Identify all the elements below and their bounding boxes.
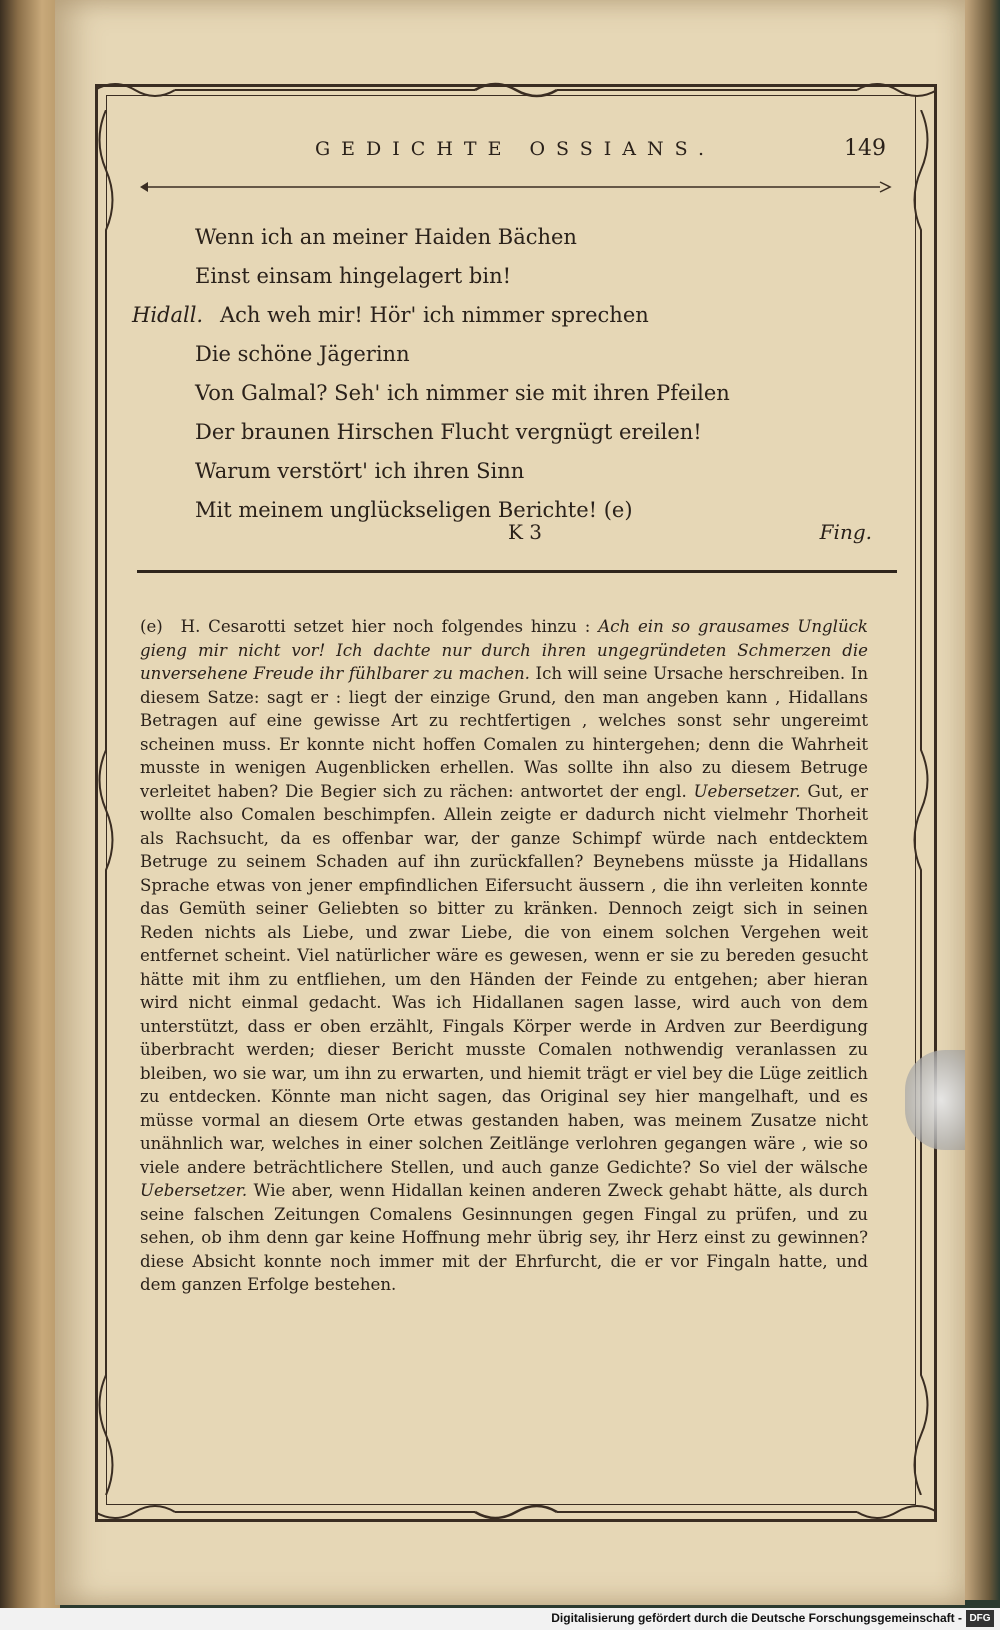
credit-text: Digitalisierung gefördert durch die Deutsche Forschungsgemeinschaft - [551, 1611, 962, 1625]
verse-line [140, 452, 892, 491]
footnote-italic-text: Uebersetzer. [693, 781, 801, 801]
speaker-label: Hidall. [132, 303, 204, 327]
verse-text: Wenn ich an meiner Haiden Bächen [195, 225, 577, 249]
signature-mark: K 3 [508, 520, 543, 544]
footnote-divider [137, 570, 897, 573]
dfg-logo: DFG [966, 1610, 994, 1627]
verse-text: Der braunen Hirschen Flucht vergnügt ereilen! [195, 420, 702, 444]
footnote [140, 615, 868, 1297]
book-spine-edge [0, 0, 60, 1630]
footnote-text: Ich will seine Ursache herschreiben. In diesem Satze: sagt er : liegt der einzige Grund, den man angeben kann , Hidallans Betragen auf eine gewisse Art zu rechtfertigen , welches sonst sehr ungereimt scheinen muss. Er konnte nicht hoffen Comalen zu hintergehen; denn die Wahrheit musste in wenigen Augenblicken erhellen. Was sollte ihn also zu diesem Betruge verleitet haben? Die Begier sich zu rächen: antwortet der engl. [140, 664, 869, 801]
verse-text: Einst einsam hingelagert bin! [195, 264, 512, 288]
verse-line [140, 413, 892, 452]
page-header [140, 130, 892, 170]
verse-text: Die schöne Jägerinn [195, 342, 410, 366]
verse-text: Von Galmal? Seh' ich nimmer sie mit ihren Pfeilen [195, 381, 730, 405]
page-number: 149 [844, 136, 886, 161]
verse-line [140, 374, 892, 413]
page-clip [905, 1050, 965, 1150]
running-title: GEDICHTE OSSIANS. [315, 138, 715, 160]
verse-text: Ach weh mir! Hör' ich nimmer sprechen [220, 303, 649, 327]
digitization-credit-bar [0, 1608, 1000, 1630]
footnote-text: Wie aber, wenn Hidallan keinen anderen Zweck gehabt hätte, als durch seine falschen Zeitungen Comalens Gesinnungen gegen Fingal zu prüfen, und zu sehen, ob ihm denn gar keine Hoffnung mehr übrig sey, ihr Herz einst zu gewinnen? diese Absicht konnte noch immer mit der Ehrfurcht, die er vor Fingaln hatte, und dem ganzen Erfolge bestehen. [140, 1181, 868, 1294]
verse-text: Mit meinem unglückseligen Berichte! (e) [195, 498, 633, 522]
catchword: Fing. [819, 520, 872, 544]
footnote-italic-text: Uebersetzer. [140, 1181, 248, 1200]
verse-line [132, 296, 892, 335]
verse-block [132, 218, 892, 530]
footnote-mark: (e) [140, 617, 163, 636]
verse-line [140, 335, 892, 374]
verse-line [140, 218, 892, 257]
page-footer-line [140, 520, 892, 550]
footnote-italic-text: Ach ein so grausames Unglück gieng mir nicht vor! Ich dachte nur durch ihren ungegründeten Schmerzen die unversehene Freude ihr fühlbarer zu machen. [140, 617, 868, 683]
footnote-text: H. Cesarotti setzet hier noch folgendes hinzu : [180, 617, 599, 636]
footnote-text: Gut, er wollte also Comalen beschimpfen. Allein zeigte er dadurch nicht vielmehr Thorheit als Rachsucht, da es offenbar war, der ganze Schimpf würde nach entdecktem Betruge zu seinem Schaden auf ihn zurückfallen? Beynebens müsste ja Hidallans Sprache etwas von jener empfindlichen Eifersucht äussern , die ihn verleiten konnte das Gemüth seiner Geliebten so bitter zu kränken. Dennoch zeigt sich in seinen Reden nichts als Liebe, und zwar Liebe, die von einem solchen Vergehen weit entfernet scheint. Viel natürlicher wäre es gewesen, wenn er sie zu bereden gesucht hätte mit ihm zu entfliehen, um den Händen der Feinde zu entgehen; aber hieran wird nicht einmal gedacht. Was ich Hidallanen sagen lasse, wird auch von dem unterstützt, dass er oben erzählt, Fingals Körper werde in Ardven zur Beerdigung überbracht werden; dieser Bericht musste Comalen nothwendig veranlassen zu bleiben, wo sie war, um ihn zu erwarten, und hiemit trägt er viel bey die Lüge zeitlich zu entdecken. Könnte man nicht sagen, das Original sey hier mangelhaft, und es müsse vormal an diesem Orte etwas gestanden haben, was meinem Zusatze nicht unähnlich war, welches in einer solchen Zeitlänge verlohren gegangen wäre , wie so viele andere beträchtlichere Stellen, und auch ganze Gedichte? So viel der wälsche [140, 781, 869, 1177]
verse-line [140, 257, 892, 296]
verse-text: Warum verstört' ich ihren Sinn [195, 459, 525, 483]
header-rule [140, 180, 892, 194]
